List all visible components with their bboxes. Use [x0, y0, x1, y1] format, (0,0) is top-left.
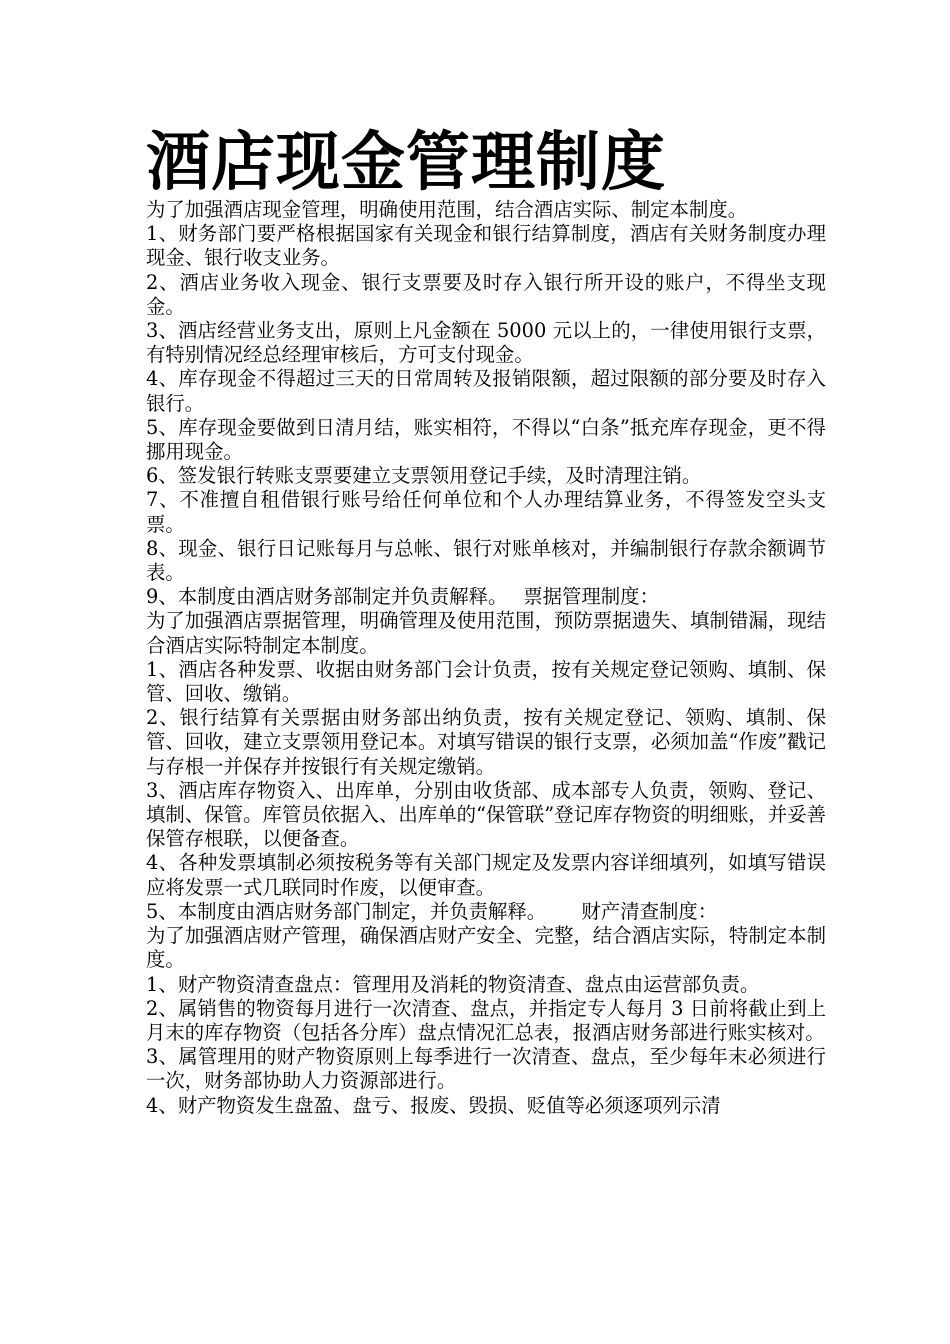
paragraph: 为了加强酒店现金管理，明确使用范围，结合酒店实际、制定本制度。 [146, 198, 748, 221]
paragraph: 4、财产物资发生盘盈、盘亏、报废、毁损、贬值等必须逐项列示清 [146, 1093, 721, 1117]
paragraph: 3、酒店库存物资入、出库单，分别由收货部、成本部专人负责，领购、登记、填制、保管。库管员依据入、出库单的“保管联”登记库存物资的明细账，并妥善保管存根联，以便备查。 [146, 778, 826, 851]
paragraph: 2、属销售的物资每月进行一次清查、盘点，并指定专人每月 3 日前将截止到上月末的库存物资（包括各分库）盘点情况汇总表，报酒店财务部进行账实核对。 [146, 996, 826, 1044]
paragraph: 8、现金、银行日记账每月与总帐、银行对账单核对，并编制银行存款余额调节表。 [146, 536, 826, 585]
paragraph: 4、库存现金不得超过三天的日常周转及报销限额，超过限额的部分要及时存入银行。 [146, 367, 826, 415]
paragraph: 1、酒店各种发票、收据由财务部门会计负责，按有关规定登记领购、填制、保管、回收、缴销。 [146, 657, 826, 706]
paragraph: 为了加强酒店票据管理，明确管理及使用范围，预防票据遗失、填制错漏，现结合酒店实际特制定本制度。 [146, 609, 826, 657]
document-title: 酒店现金管理制度 [146, 126, 666, 200]
paragraph: 2、银行结算有关票据由财务部出纳负责，按有关规定登记、领购、填制、保管、回收，建立支票领用登记本。对填写错误的银行支票，必须加盖“作废”戳记与存根一并保存并按银行有关规定缴销。 [146, 706, 826, 778]
paragraph: 2、酒店业务收入现金、银行支票要及时存入银行所开设的账户，不得坐支现金。 [146, 270, 826, 318]
document-page [146, 128, 826, 1118]
paragraph: 6、签发银行转账支票要建立支票领用登记手续，及时清理注销。 [146, 464, 702, 488]
paragraph: 5、库存现金要做到日清月结，账实相符，不得以“白条”抵充库存现金，更不得挪用现金。 [146, 415, 826, 464]
paragraph: 3、属管理用的财产物资原则上每季进行一次清查、盘点，至少每年末必须进行一次，财务部协助人力资源部进行。 [146, 1045, 826, 1093]
paragraph: 5、本制度由酒店财务部门制定，并负责解释。 财产清查制度： [146, 899, 718, 923]
paragraph: 3、酒店经营业务支出，原则上凡金额在 5000 元以上的，一律使用银行支票，有特别情况经总经理审核后，方可支付现金。 [146, 319, 826, 367]
paragraph: 1、财产物资清查盘点：管理用及消耗的物资清查、盘点由运营部负责。 [146, 972, 760, 996]
paragraph: 7、不准擅自租借银行账号给任何单位和个人办理结算业务，不得签发空头支票。 [146, 488, 826, 536]
paragraph: 1、财务部门要严格根据国家有关现金和银行结算制度，酒店有关财务制度办理现金、银行收支业务。 [146, 222, 826, 270]
paragraph: 4、各种发票填制必须按税务等有关部门规定及发票内容详细填列，如填写错误应将发票一式几联同时作废，以便审查。 [146, 851, 826, 899]
document-body [146, 198, 826, 1118]
paragraph: 为了加强酒店财产管理，确保酒店财产安全、完整，结合酒店实际，特制定本制度。 [146, 924, 826, 972]
paragraph: 9、本制度由酒店财务部制定并负责解释。 票据管理制度： [146, 585, 659, 609]
